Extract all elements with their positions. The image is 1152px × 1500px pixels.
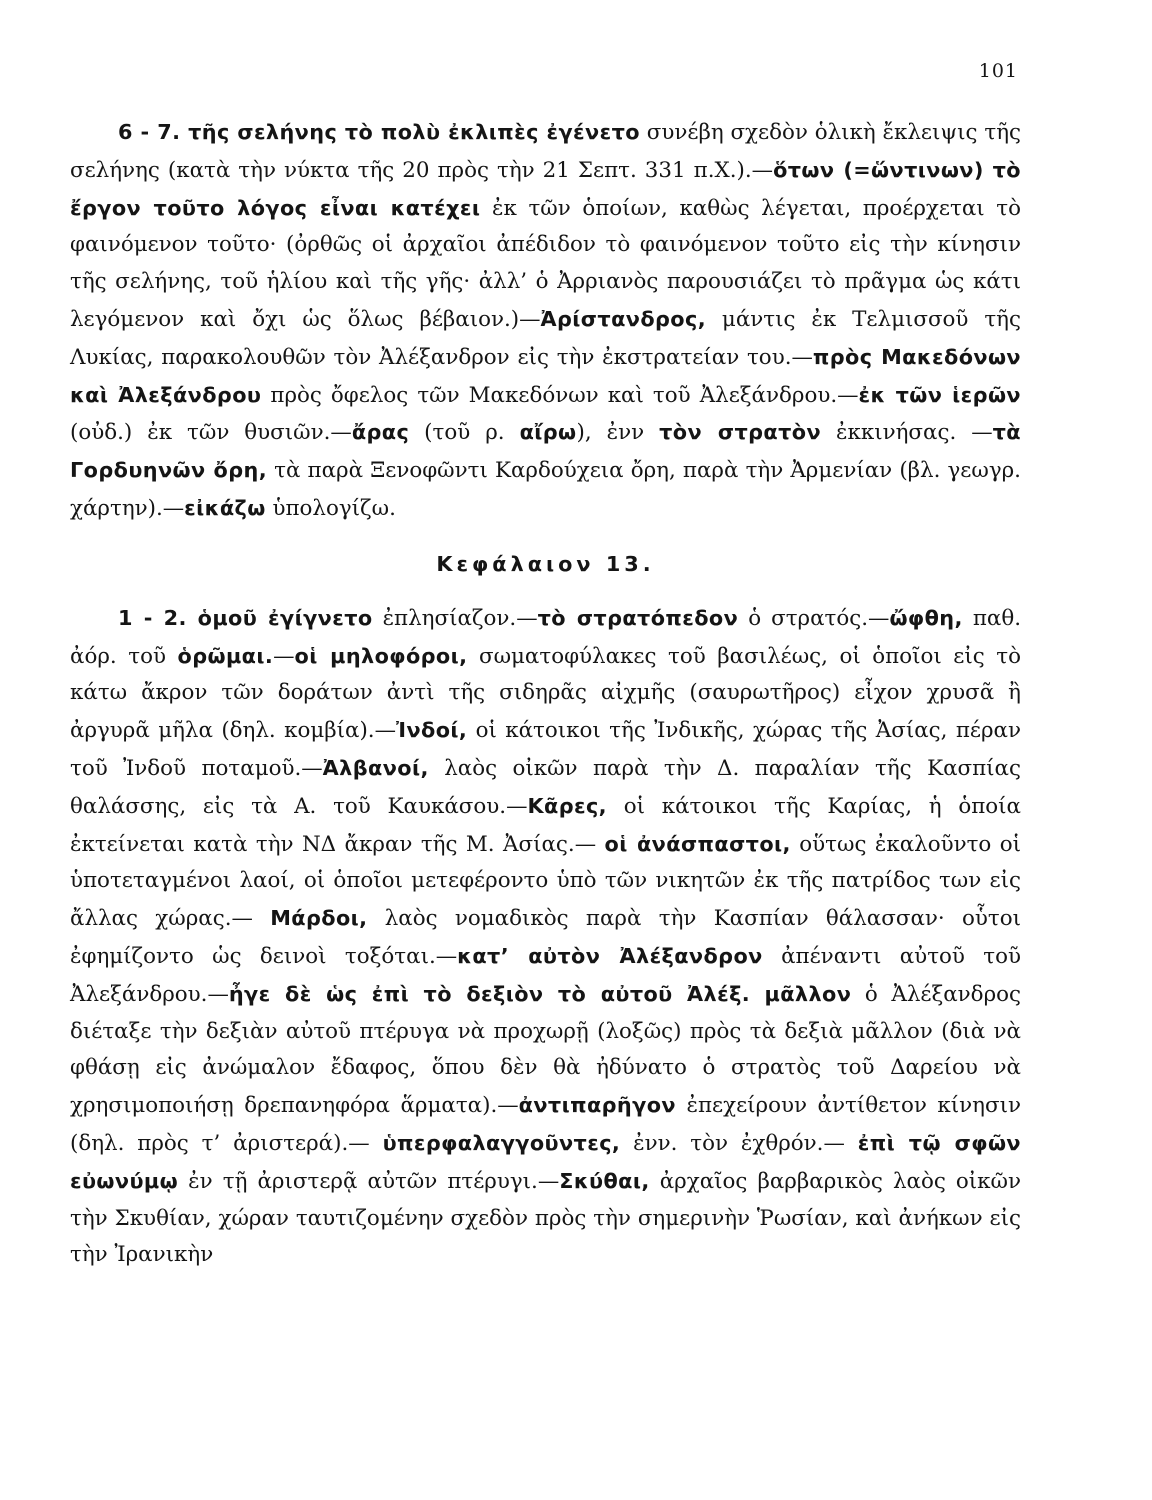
lemma: Ἀρίστανδρος,: [540, 306, 707, 331]
gloss: πρὸς ὄφελος τῶν Μακεδόνων καὶ τοῦ Ἀλεξάνδρου.—: [261, 382, 859, 408]
gloss: οἱ κάτοικοι τῆς Καρίας, ἡ ὁποία ἐκτείνεται κατὰ τὴν ΝΔ ἄκραν τῆς Μ. Ἀσίας.—: [70, 793, 1021, 857]
gloss: παθ. ἀόρ. τοῦ: [70, 605, 1021, 669]
lemma: Ἀλβανοί,: [322, 755, 429, 780]
gloss: ὑπολογίζω.: [265, 495, 396, 521]
gloss: μάντις ἐκ Τελμισσοῦ τῆς Λυκίας, παρακολουθῶν τὸν Ἀλέξανδρον εἰς τὴν ἐκστρατείαν του.—: [70, 306, 1021, 370]
chapter-heading: Κεφάλαιον 13.: [436, 551, 655, 576]
lemma: ἄρας: [351, 420, 410, 445]
lemma: Κᾶρες,: [527, 793, 607, 818]
gloss: ἀρχαῖος βαρβαρικὸς λαὸς οἰκῶν τὴν Σκυθίαν, χώραν ταυτιζομένην σχεδὸν πρὸς τὴν σημερινὴν Ῥωσίαν, καὶ ἀνήκων εἰς τὴν Ἰρανικὴν: [70, 1168, 1022, 1268]
lemma: ἦγε δὲ ὡς ἐπὶ τὸ δεξιὸν τὸ αὐτοῦ Ἀλέξ. μᾶλλον: [228, 981, 852, 1006]
lemma: ὅτων (=ὥντινων) τὸ ἔργον τοῦτο λόγος εἶναι κατέχει: [70, 157, 1021, 220]
gloss: ὁ στρατός.—: [738, 605, 890, 631]
lemma: οἱ ἀνάσπαστοι,: [604, 831, 791, 856]
gloss: (οὐδ.) ἐκ τῶν θυσιῶν.—: [70, 420, 352, 446]
gloss: λαὸς νομαδικὸς παρὰ τὴν Κασπίαν θάλασσαν· οὗτοι ἐφημίζοντο ὡς δεινοὶ τοξόται.—: [70, 906, 1021, 969]
lemma: Σκύθαι,: [559, 1168, 650, 1193]
lemma: ὑπερφαλαγγοῦντες,: [382, 1130, 621, 1155]
lemma: αἴρω: [519, 420, 577, 445]
gloss: τὰ παρὰ Ξενοφῶντι Καρδούχεια ὄρη, παρὰ τὴν Ἀρμενίαν (βλ. γεωγρ. χάρτην).—: [70, 458, 1021, 521]
lemma: 6 - 7. τῆς σελήνης τὸ πολὺ ἐκλιπὲς ἐγένετο: [118, 120, 640, 144]
gloss: ), ἐνν: [576, 420, 660, 446]
gloss: ἐκκινήσας. —: [821, 420, 993, 446]
gloss: ἐν τῇ ἀριστερᾷ αὐτῶν πτέρυγι.—: [178, 1168, 560, 1194]
lemma: τὸν στρατὸν: [659, 420, 822, 445]
commentary-text: [70, 114, 1021, 1274]
lemma: ἀντιπαρῆγον: [518, 1093, 676, 1118]
lemma: ὁρῶμαι.: [177, 643, 274, 668]
gloss: λαὸς οἰκῶν παρὰ τὴν Δ. παραλίαν τῆς Κασπίας θαλάσσης, εἰς τὰ Α. τοῦ Καυκάσου.—: [70, 755, 1021, 819]
gloss: ἐπεχείρουν ἀντίθετον κίνησιν (δηλ. πρὸς τ’ ἀριστερά).—: [70, 1093, 1021, 1156]
lemma: Μάρδοι,: [270, 906, 368, 931]
lemma: ὤφθη,: [889, 605, 963, 630]
gloss: ὁ Ἀλέξανδρος διέταξε τὴν δεξιὰν αὐτοῦ πτέρυγα νὰ προχωρῇ (λοξῶς) πρὸς τὰ δεξιὰ μᾶλλον (διὰ νὰ φθάσῃ εἰς ἀνώμαλον ἔδαφος, ὅπου δὲν θὰ ἠδύνατο ὁ στρατὸς τοῦ Δαρείου νὰ χρησιμοποιήσῃ δρεπανηφόρα ἅρματα).—: [70, 981, 1021, 1119]
gloss: οὕτως ἐκαλοῦντο οἱ ὑποτεταγμένοι λαοί, οἱ ὁποῖοι μετεφέροντο ὑπὸ τῶν νικητῶν ἐκ τῆς πατρίδος των εἰς ἄλλας χώρας.—: [70, 831, 1022, 932]
gloss: ἐνν. τὸν ἐχθρόν.—: [620, 1130, 858, 1156]
gloss: ἀπέναντι αὐτοῦ τοῦ Ἀλεξάνδρου.—: [70, 943, 1022, 1007]
gloss: συνέβη σχεδὸν ὁλικὴ ἔκλειψις τῆς σελήνης (κατὰ τὴν νύκτα τῆς 20 πρὸς τὴν 21 Σεπτ. 331 π.Χ.).—: [70, 120, 1021, 183]
lemma: τὸ στρατόπεδον: [537, 605, 739, 630]
gloss: (τοῦ ρ.: [409, 420, 520, 446]
section-6-7-paragraph: [70, 114, 1021, 528]
section-1-2-paragraph: [70, 600, 1021, 1274]
lemma: πρὸς Μακεδόνων καὶ Ἀλεξάνδρου: [70, 344, 1021, 407]
gloss: οἱ κάτοικοι τῆς Ἰνδικῆς, χώρας τῆς Ἀσίας, πέραν τοῦ Ἰνδοῦ ποταμοῦ.—: [70, 718, 1021, 781]
lemma: κατ’ αὐτὸν Ἀλέξανδρον: [457, 943, 763, 968]
lemma: οἱ μηλοφόροι,: [294, 643, 468, 668]
gloss: ἐπλησίαζον.—: [372, 605, 538, 631]
lemma: 1 - 2. ὁμοῦ ἐγίγνετο: [118, 605, 373, 630]
lemma: εἰκάζω: [184, 495, 266, 520]
lemma: ἐκ τῶν ἱερῶν: [858, 382, 1021, 407]
lemma: Ἰνδοί,: [396, 718, 468, 743]
gloss: —: [273, 643, 295, 669]
lemma: τὰ Γορδυηνῶν ὄρη,: [70, 420, 1021, 483]
gloss: ἐκ τῶν ὁποίων, καθὼς λέγεται, προέρχεται τὸ φαινόμενον τοῦτο· (ὀρθῶς οἱ ἀρχαῖοι ἀπέδιδον τὸ φαινόμενον τοῦτο εἰς τὴν κίνησιν τῆς σελήνης, τοῦ ἡλίου καὶ τῆς γῆς· ἀλλ’ ὁ Ἀρριανὸς παρουσιάζει τὸ πρᾶγμα ὡς κάτι λεγόμενον καὶ ὄχι ὡς ὅλως βέβαιον.)—: [70, 195, 1021, 332]
page-number: 101: [978, 60, 1018, 82]
gloss: σωματοφύλακες τοῦ βασιλέως, οἱ ὁποῖοι εἰς τὸ κάτω ἄκρον τῶν δοράτων ἀντὶ τῆς σιδηρᾶς αἰχμῆς (σαυρωτῆρος) εἶχον χρυσᾶ ἢ ἀργυρᾶ μῆλα (δηλ. κομβία).—: [70, 643, 1022, 744]
lemma: ἐπὶ τῷ σφῶν εὐωνύμῳ: [70, 1130, 1021, 1193]
